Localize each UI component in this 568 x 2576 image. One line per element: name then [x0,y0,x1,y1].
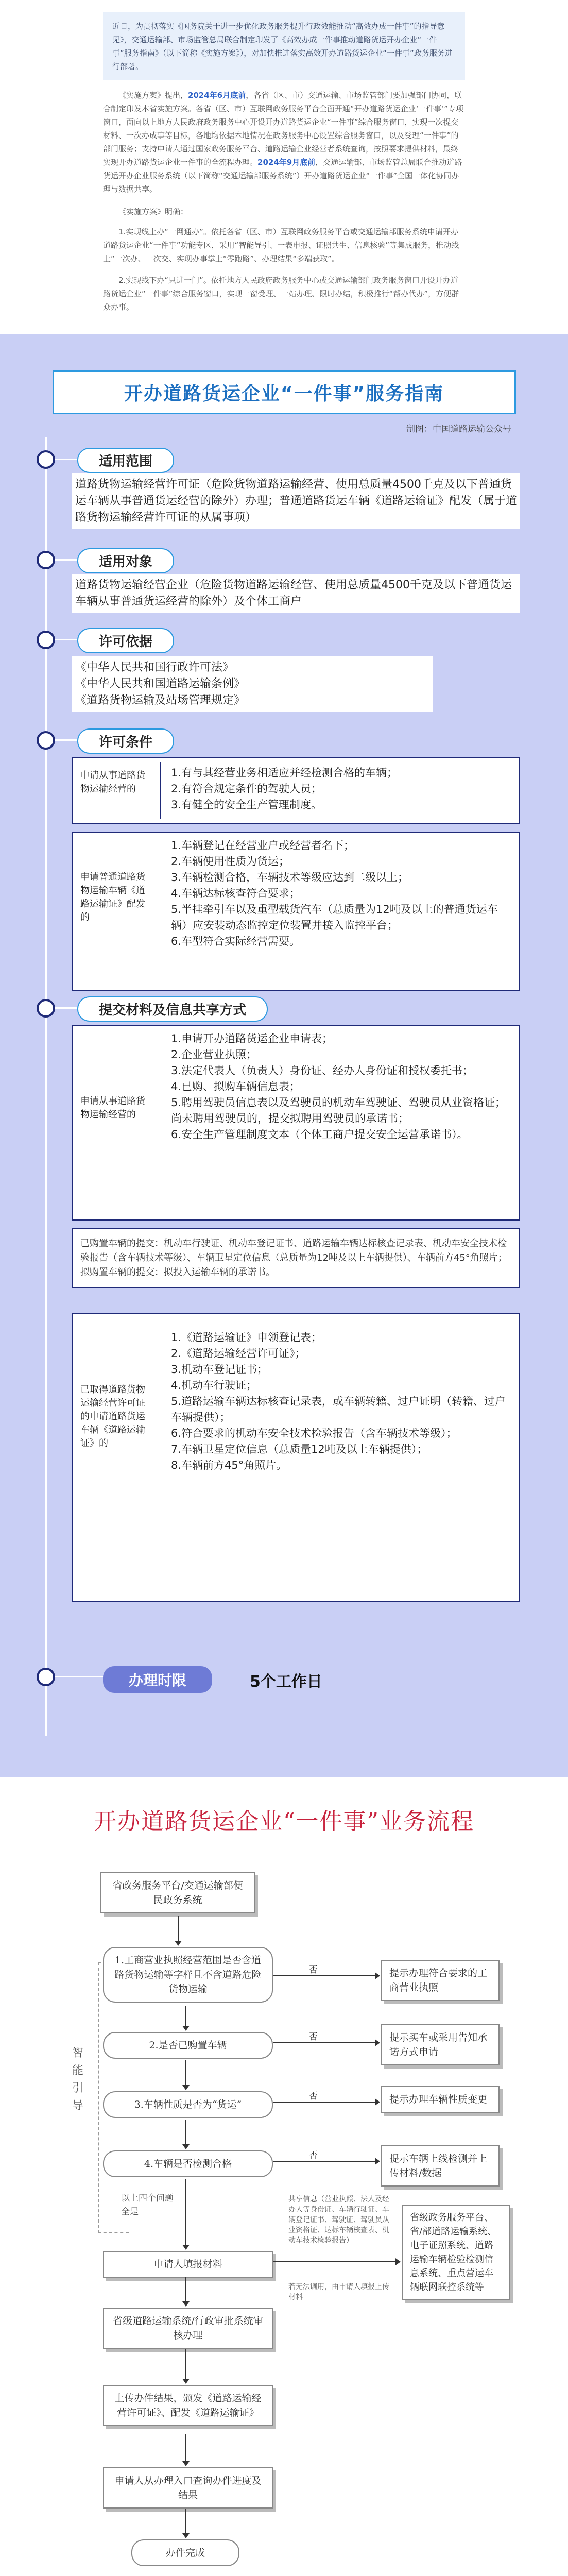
materials-item: 3.法定代表人（负责人）身份证、经办人身份证和授权委托书； [171,1064,474,1077]
arrow [185,2434,186,2462]
condition-item: 3.有健全的安全生产管理制度。 [171,799,322,811]
timeline-dot [37,999,55,1018]
intro-paragraph-3: 2.实现线下办“只进一门”。依托地方人民政府政务服务中心或交通运输部门政务服务窗口开设开办道路货运企业“一件事”综合服务窗口，实现一窗受理、一站办理、限时办结，积极推行“帮办代办”，方便群众办事。 [103,276,459,312]
condition-list-2 [171,838,511,950]
materials-item: 6.符合要求的机动车安全技术检验报告（含车辆技术等级）； [171,1427,457,1439]
basis-item: 《中华人民共和国行政许可法》 [75,661,234,674]
scope-text: 道路货物运输经营许可证（危险货物道路运输经营、使用总质量4500千克及以下普通货运车辆从事普通货运经营的除外）办理；普通道路货运车辆《道路运输证》配发（属于道路货物运输经营许可证的从属事项） [72,473,520,529]
arrow [273,1975,376,1976]
flow-done: 办件完成 [131,2539,239,2566]
section-target-tag: 适用对象 [77,548,174,573]
materials-item: 1.申请开办道路货运企业申请表； [171,1032,333,1045]
flow-issue: 上传办件结果，颁发《道路运输经营许可证》、配发《道路运输证》 [103,2385,273,2426]
condition-item: 1.车辆登记在经营业户或经营者名下； [171,839,355,852]
intro-paragraph-2: 1.实现线上办“一网通办”。依托各省（区、市）互联网政务服务平台或交通运输部服务系统申请开办道路货运企业“一件事”功能专区，采用“智能导引、一表申报、证照共生、信息核验”等集成服务，推动线上“一次办、一次交、实现办事掌上“零跑路”、办理结果“多端获取”。 [103,227,459,263]
arrow [185,2349,186,2380]
basis-list [72,656,433,712]
materials-item: 5.聘用驾驶员信息表以及驾驶员的机动车驾驶证、驾驶员从业资格证；尚未聘用驾驶员的，提交拟聘用驾驶员的承诺书； [171,1096,506,1125]
review-note: 若无法调用，由申请人填报上传材料 [288,2283,389,2301]
arrow [185,2509,186,2534]
arrow [185,2060,186,2086]
smart-guide-label: 智能引导 [72,2047,84,2112]
arrow [178,1916,179,1942]
condition-item: 2.车辆使用性质为货运； [171,855,290,868]
section-scope-tag: 适用范围 [77,448,174,473]
flow-fill: 申请人填报材料 [103,2251,273,2278]
share-systems: 省级政务服务平台、省/部道路运输系统、电子证照系统、道路运输车辆检验检测信息系统、重点营运车辆联网联控系统等 [402,2205,510,2300]
flow-result-1: 提示办理符合要求的工商营业执照 [381,1960,500,2001]
basis-item: 《中华人民共和国道路运输条例》 [75,677,246,690]
condition-item: 6.车型符合实际经营需要。 [171,935,301,947]
condition-label-2: 申请普通道路货物运输车辆《道路运输证》配发的 [80,872,145,923]
condition-pane-2 [72,832,520,991]
condition-item: 1.有与其经营业务相适应并经检测合格的车辆； [171,767,398,779]
arrow [273,2102,376,2103]
arrow [185,2179,186,2246]
materials-pane-2 [72,1313,520,1602]
intro-subtitle: 《实施方案》明确： [118,207,188,216]
no-label: 否 [309,2032,318,2042]
materials-item: 1.《道路运输证》申领登记表； [171,1331,322,1344]
materials-item: 6.安全生产管理制度文本（个体工商户提交安全运营承诺书）。 [171,1128,468,1141]
materials-item: 4.机动车行驶证； [171,1379,257,1392]
materials-item: 4.已购、拟购车辆信息表； [171,1080,301,1093]
target-text: 道路货物运输经营企业（危险货物道路运输经营、使用总质量4500千克及以下普通货运车辆从事普通货运经营的除外）及个体工商户 [72,574,520,613]
materials-note: 已购置车辆的提交：机动车行驶证、机动车登记证书、道路运输车辆达标核查记录表、机动车安全技术检验报告（含车辆技术等级）、车辆卫星定位信息（总质量为12吨及以上车辆提供）、车辆前方45°角照片；拟购置车辆的提交：拟投入运输车辆的承诺书。 [72,1228,520,1288]
flow-question-4: 4.车辆是否检测合格 [103,2150,273,2177]
condition-label-1: 申请从事道路货物运输经营的 [73,762,161,819]
condition-item: 3.车辆检测合格，车辆技术等级应达到二级以上； [171,871,409,884]
guide-title: 开办道路货运企业“一件事”服务指南 [53,370,516,414]
timeline-dot [37,450,55,469]
arrow [185,2006,186,2027]
arrow [185,2120,186,2145]
materials-label-1: 申请从事道路货物运输经营的 [80,1096,145,1120]
materials-item: 2.《道路运输经营许可证》； [171,1347,306,1360]
condition-item: 4.车辆达标核查符合要求； [171,887,301,900]
flow-question-1: 1.工商营业执照经营范围是否含道路货物运输等字样且不含道路危险货物运输 [103,1947,273,2003]
timeline-dot [37,631,55,649]
section-conditions-tag: 许可条件 [77,728,174,754]
section-materials-tag: 提交材料及信息共享方式 [77,996,268,1022]
condition-item: 2.有符合规定条件的驾驶人员； [171,783,322,795]
materials-item: 5.道路运输车辆达标核查记录表，或车辆转籍、过户证明（转籍、过户车辆提供）； [171,1395,506,1423]
service-guide [0,334,568,1777]
timeline-dot [37,1668,55,1686]
section-basis-tag: 许可依据 [77,628,174,653]
materials-list-1 [171,1031,511,1143]
condition-pane-1 [72,757,520,824]
arrow [273,2161,376,2162]
flow-review: 省级道路运输系统/行政审批系统审核办理 [103,2308,273,2349]
materials-list-2 [171,1330,511,1473]
materials-item: 7.车辆卫星定位信息（总质量12吨及以上车辆提供）； [171,1443,428,1455]
materials-item: 3.机动车登记证书； [171,1363,268,1376]
materials-pane-1 [72,1025,520,1221]
arrow [185,2277,186,2302]
no-label: 否 [309,2150,318,2161]
intro-paragraph-1: 《实施方案》提出，2024年6月底前，各省（区、市）交通运输、市场监管部门要加强部门协同，联合制定印发本省实施方案。各省（区、市）互联网政务服务平台全面开通“开办道路货运企业‘一件事’”专项窗口，面向以上地方人民政府政务服务中心开设开办道路货运企业“一件事”综合服务窗口，实现一次提交材料、一次办成事等目标，各地均依据本地情况在政务服务中心设置综合服务窗口，以及受理“一件事”的部门服务；支持申请人通过国家政务服务平台、道路运输企业经营者系统查询，按照要求提供材料，最终实现开办道路货运企业一件事的全流程办理。2024年9月底前，交通运输部、市场监管总局联合推动道路货运开办企业服务系统（以下简称“交通运输部服务系统”）开办道路货运企业“一件事”全国一体化协同办理与数据共享。 [103,91,464,194]
guide-credit: 制图：中国道路运输公众号 [406,424,511,434]
materials-item: 8.车辆前方45°角照片。 [171,1459,287,1471]
flow-result-4: 提示车辆上线检测并上传材料/数据 [381,2145,500,2187]
process-flowchart [0,1803,568,2576]
flow-question-2: 2.是否已购置车辆 [103,2032,273,2059]
all-yes-label: 以上四个问题全是 [121,2193,174,2217]
materials-item: 2.企业营业执照； [171,1048,257,1061]
flow-result-3: 提示办理车辆性质变更 [381,2086,500,2113]
flow-start: 省政务服务平台/交通运输部便民政务系统 [100,1872,255,1913]
basis-item: 《道路货物运输及站场管理规定》 [75,694,246,707]
no-label: 否 [309,1965,318,1975]
share-note: 共享信息（营业执照、法人及经办人等身份证、车辆行驶证、车辆登记证书、驾驶证、驾驶员从业资格证、达标车辆核查表、机动车技术检验报告） [288,2195,389,2245]
arrow [273,2042,376,2043]
materials-label-2: 已取得道路货物运输经营许可证的申请道路货运车辆《道路运输证》的 [80,1384,145,1449]
intro-article [0,0,568,334]
condition-list-1 [171,765,511,813]
no-label: 否 [309,2091,318,2102]
time-limit-tag: 办理时限 [103,1666,212,1693]
flow-result-2: 提示买车或采用告知承诺方式申请 [381,2024,500,2065]
intro-highlight: 近日，为贯彻落实《国务院关于进一步优化政务服务提升行政效能推动“高效办成一件事”的指导意见》，交通运输部、市场监管总局联合制定印发了《高效办成一件事推动道路货运开办企业“一件事”服务指南》（以下简称《实施方案》），对加快推进落实高效开办道路货运企业“一件事”政务服务进行部署。 [103,12,465,80]
time-limit-value: 5个工作日 [250,1673,322,1691]
flow-query: 申请人从办理入口查询办件进度及结果 [103,2467,273,2509]
timeline-dot [37,731,55,750]
connector [55,1676,107,1677]
arrow [273,2261,397,2262]
flow-question-3: 3.车辆性质是否为“货运” [103,2091,273,2118]
flow-title: 开办道路货运企业“一件事”业务流程 [94,1808,474,1835]
condition-item: 5.半挂牵引车以及重型载货汽车（总质量为12吨及以上的普通货运车辆）应安装动态监控定位装置并接入监控平台； [171,903,498,931]
timeline-dot [37,551,55,569]
